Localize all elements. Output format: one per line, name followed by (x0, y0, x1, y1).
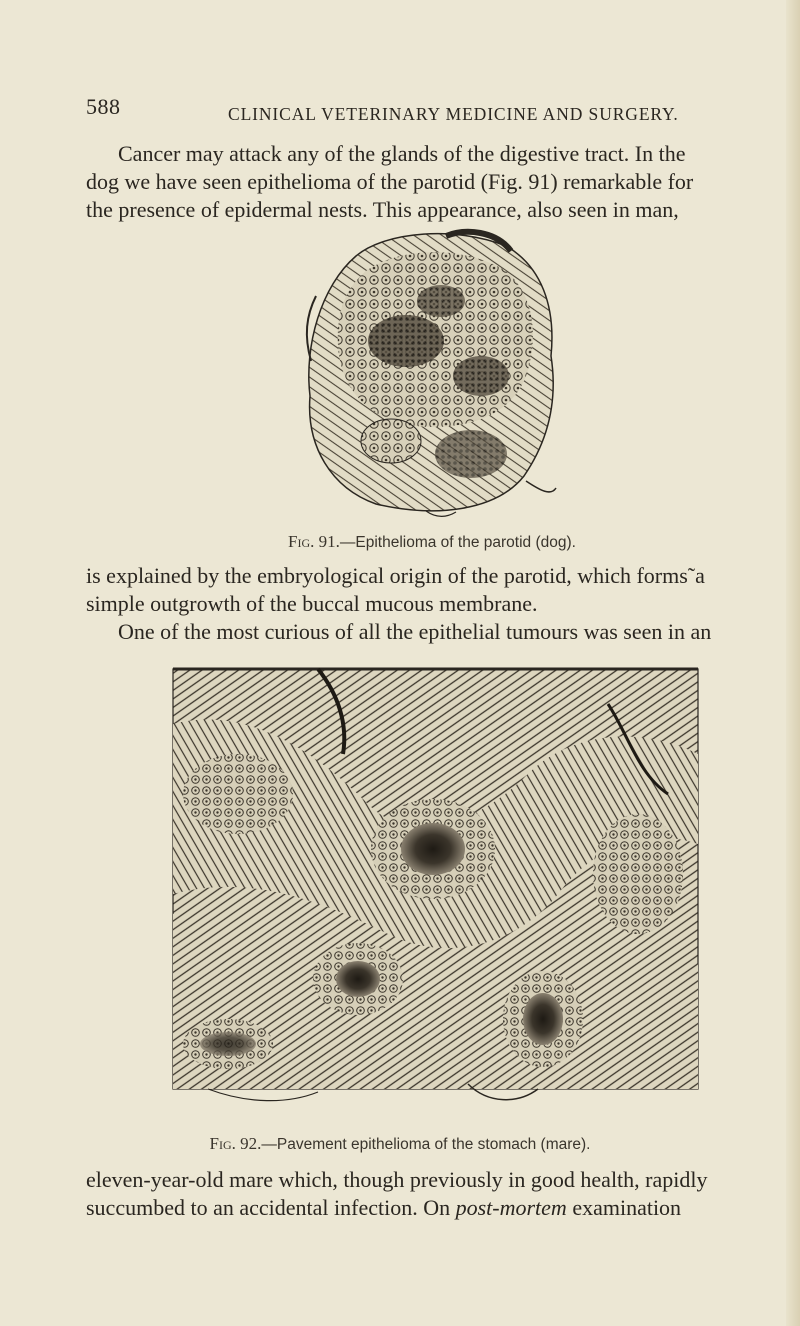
text-line: simple outgrowth of the buccal mucous membrane. (86, 591, 538, 616)
figure-label: Fig. 92. (209, 1134, 262, 1153)
stomach-histology-drawing (168, 664, 708, 1134)
text-line: One of the most curious of all the epithelial tumours was seen in an (118, 619, 712, 644)
running-head: CLINICAL VETERINARY MEDICINE AND SURGERY. (228, 104, 679, 124)
page-header (86, 94, 726, 124)
figure-91-caption (200, 532, 664, 552)
text-line: the presence of epidermal nests. This appearance, also seen in man, (86, 197, 679, 222)
italic-term: post-mortem (455, 1195, 567, 1220)
figure-92-illustration (168, 664, 708, 1134)
text-line: Cancer may attack any of the glands of the digestive tract. In the (118, 141, 686, 166)
text-line: dog we have seen epithelioma of the parotid (Fig. 91) remarkable for (86, 169, 694, 194)
page-number: 588 (86, 94, 121, 119)
figure-92-caption (120, 1134, 680, 1154)
paragraph-2 (86, 562, 705, 618)
paragraph-1 (86, 140, 693, 224)
caption-text: —Epithelioma of the parotid (dog). (339, 534, 576, 551)
text-line: eleven-year-old mare which, though previously in good health, rapidly (86, 1167, 708, 1192)
page-edge (786, 0, 800, 1326)
figure-label: Fig. 91. (288, 532, 340, 551)
paragraph-3 (86, 618, 711, 646)
caption-text: —Pavement epithelioma of the stomach (mare). (261, 1136, 591, 1153)
figure-91-illustration (296, 226, 571, 526)
text-line-end: examination (566, 1195, 682, 1220)
parotid-histology-drawing (296, 226, 571, 526)
paragraph-4 (86, 1166, 708, 1222)
text-line: is explained by the embryological origin of the parotid, which forms˜a (86, 563, 705, 588)
text-line-start: succumbed to an accidental infection. On (86, 1195, 456, 1220)
